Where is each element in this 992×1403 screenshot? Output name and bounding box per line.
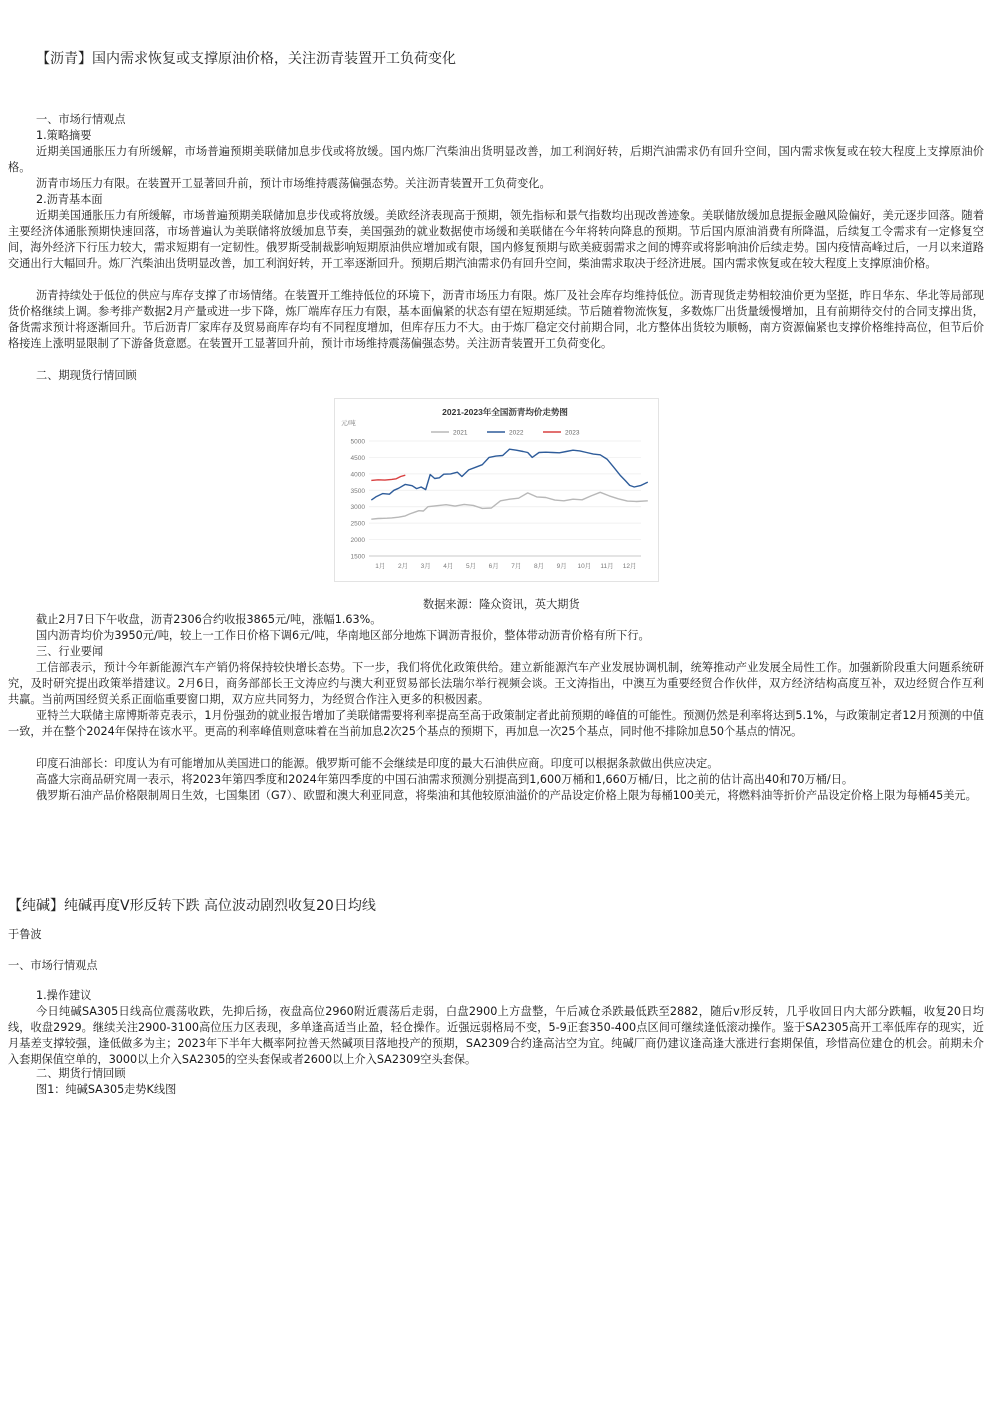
asphalt-s1-sub1: 1.策略摘要	[36, 129, 92, 142]
chart-y-unit: 元/吨	[341, 420, 356, 427]
chart-legend-label: 2023	[565, 429, 580, 437]
chart-x-tick-label: 9月	[556, 563, 567, 570]
asphalt-futures-close: 截止2月7日下午收盘，沥青2306合约收报3865元/吨，涨幅1.63%。	[36, 613, 382, 626]
soda-s2-heading: 二、期货行情回顾	[36, 1067, 126, 1080]
chart-x-tick-label: 10月	[577, 563, 592, 570]
chart-title: 2021-2023年全国沥青均价走势图	[442, 407, 568, 417]
chart-series-line-2022	[371, 449, 648, 500]
chart-y-tick-label: 4500	[350, 454, 365, 462]
news-price-cap-paragraph: 俄罗斯石油产品价格限制周日生效，七国集团（G7）、欧盟和澳大利亚同意，将柴油和其他较原油溢价的产品设定价格上限为每桶100美元，将燃料油等折价产品设定价格上限为每桶45美元。	[36, 789, 977, 802]
chart-legend-label: 2021	[453, 429, 468, 437]
chart-y-tick-label: 3500	[350, 487, 365, 495]
soda-advice-paragraph: 今日纯碱SA305日线高位震荡收跌，先抑后扬，夜盘高位2960附近震荡后走弱，白盘2900上方盘整，午后减仓杀跌最低跌至2882，随后v形反转，几乎收回日内大部分跌幅，收复20日均线，收盘2929。继续关注2900-3100高位压力区表现，多单逢高适当止盈，轻仓操作。近强远弱格局不变，5-9正套350-400点区间可继续逢低滚动操作。鉴于SA2305高开工率低库存的现实，近月基差支撑较强，逢低做多为主；2023年下半年大概率阿拉善天然碱项目落地投产的预期，SA2309合约逢高沽空为宜。纯碱厂商仍建议逢高逢大涨进行套期保值，珍惜高位建仓的机会。前期未介入套期保值空单的，3000以上介入SA2305的空头套保或者2600以上介入SA2309空头套保。	[8, 1005, 984, 1066]
asphalt-strategy-paragraph-2: 沥青市场压力有限。在装置开工显著回升前，预计市场维持震荡偏强态势。关注沥青装置开工负荷变化。	[36, 177, 551, 190]
chart-y-tick-label: 2500	[350, 520, 365, 528]
chart-x-tick-label: 2月	[397, 563, 409, 570]
news-fed-paragraph: 亚特兰大联储主席博斯蒂克表示，1月份强劲的就业报告增加了美联储需要将利率提高至高于政策制定者此前预期的峰值的可能性。预测仍然是利率将达到5.1%，与政策制定者12月预测的中值一致，并在整个2024年保持在该水平。更高的利率峰值则意味着在当前加息2次25个基点的预期下，再加息一次25个基点，同时他不排除加息50个基点的情况。	[8, 709, 984, 738]
chart-series-line-2021	[371, 492, 648, 519]
chart-x-tick-label: 5月	[465, 563, 477, 570]
asphalt-s1-heading: 一、市场行情观点	[36, 113, 126, 126]
asphalt-price-chart	[334, 398, 659, 582]
soda-s1-heading: 一、市场行情观点	[8, 959, 98, 972]
asphalt-title: 【沥青】国内需求恢复或支撑原油价格，关注沥青装置开工负荷变化	[36, 51, 456, 67]
news-miit-paragraph: 工信部表示，预计今年新能源汽车产销仍将保持较快增长态势。下一步，我们将优化政策供给。建立新能源汽车产业发展协调机制，统筹推动产业发展全局性工作。加强新阶段重大问题系统研究，及时研究提出政策举措建议。2月6日，商务部部长王文涛应约与澳大利亚贸易部长法瑞尔举行视频会谈。王文涛指出，中澳互为重要经贸合作伙伴，双方经济结构高度互补，双边经贸合作互利共赢。当前两国经贸关系正面临重要窗口期，双方应共同努力，为经贸合作注入更多的积极因素。	[8, 661, 984, 706]
asphalt-s2-heading: 二、期现货行情回顾	[36, 369, 137, 382]
asphalt-price-chart-svg	[335, 399, 658, 581]
news-goldman-paragraph: 高盛大宗商品研究周一表示，将2023年第四季度和2024年第四季度的中国石油需求预测分别提高到1,600万桶和1,660万桶/日，比之前的估计高出40和70万桶/日。	[36, 773, 854, 786]
soda-author: 于鲁波	[8, 928, 42, 941]
asphalt-fundamentals-paragraph: 近期美国通胀压力有所缓解，市场普遍预期美联储加息步伐或将放缓。美欧经济表现高于预期，领先指标和景气指数均出现改善迹象。美联储放缓加息提振金融风险偏好，美元逐步回落。随着主要经济体通胀预期快速回落，市场普遍认为美联储将放缓加息节奏，美国强劲的就业数据使市场缓和美联储在今年将转向降息的预期。节后国内原油消费有所降温，后续复工令需求有一定修复空间，海外经济下行压力较大，需求短期有一定韧性。俄罗斯受制裁影响短期原油供应增加或有限，国内修复预期与欧美疲弱需求之间的博弈或将影响油价后续走势。国内疫情高峰过后，一月以来道路交通出行大幅回升。炼厂汽柴油出货明显改善，加工利润好转，开工率逐渐回升。预期后期汽油需求仍有回升空间，柴油需求取决于经济进展。国内需求恢复或在较大程度上支撑原油价格。	[8, 209, 984, 270]
asphalt-supply-paragraph: 沥青持续处于低位的供应与库存支撑了市场情绪。在装置开工维持低位的环境下，沥青市场压力有限。炼厂及社会库存均维持低位。沥青现货走势相较油价更为坚挺，昨日华东、华北等局部现货价格继续上调。参考排产数据2月产量或进一步下降，炼厂端库存压力有限，基本面偏紧的状态有望在短期延续。节后随着物流恢复，多数炼厂出货量缓慢增加，且有前期待交付的合同支撑出货，备货需求预计将逐渐回升。节后沥青厂家库存及贸易商库存均有不同程度增加，但库存压力不大。由于炼厂稳定交付前期合同，北方整体出货较为顺畅，南方资源偏紧也支撑价格维持高位，但节后价格接连上涨明显限制了下游备货意愿。在装置开工显著回升前，预计市场维持震荡偏强态势。关注沥青装置开工负荷变化。	[8, 289, 984, 350]
asphalt-spot-price: 国内沥青均价为3950元/吨，较上一工作日价格下调6元/吨，华南地区部分地炼下调沥青报价，整体带动沥青价格有所下行。	[36, 629, 650, 642]
asphalt-s1-sub2: 2.沥青基本面	[36, 193, 103, 206]
asphalt-strategy-paragraph: 近期美国通胀压力有所缓解，市场普遍预期美联储加息步伐或将放缓。国内炼厂汽柴油出货明显改善，加工利润好转，后期汽油需求仍有回升空间，国内需求恢复或在较大程度上支撑原油价格。	[8, 145, 984, 174]
chart-y-tick-label: 5000	[350, 438, 365, 446]
soda-figure-caption: 图1：纯碱SA305走势K线图	[36, 1083, 177, 1096]
chart-series-line-2023	[371, 475, 405, 480]
chart-y-tick-label: 1500	[350, 553, 365, 561]
chart-x-tick-label: 12月	[622, 563, 637, 570]
asphalt-s3-heading: 三、行业要闻	[36, 645, 104, 658]
soda-title: 【纯碱】纯碱再度V形反转下跌 高位波动剧烈收复20日均线	[8, 898, 376, 914]
soda-s1-sub1: 1.操作建议	[36, 989, 92, 1002]
chart-x-tick-label: 6月	[488, 563, 499, 570]
chart-y-tick-label: 2000	[350, 537, 365, 545]
news-india-paragraph: 印度石油部长：印度认为有可能增加从美国进口的能源。俄罗斯可能不会继续是印度的最大石油供应商。印度可以根据条款做出供应决定。	[36, 757, 719, 770]
chart-legend-label: 2022	[509, 429, 524, 437]
chart-source-caption: 数据来源：隆众资讯，英大期货	[423, 598, 580, 611]
chart-x-tick-label: 1月	[375, 563, 386, 570]
chart-x-tick-label: 11月	[600, 563, 614, 570]
chart-x-tick-label: 7月	[511, 563, 522, 570]
chart-y-tick-label: 4000	[350, 471, 365, 479]
chart-x-tick-label: 3月	[420, 563, 431, 570]
chart-y-tick-label: 3000	[350, 504, 365, 512]
chart-x-tick-label: 8月	[533, 563, 545, 570]
chart-x-tick-label: 4月	[443, 563, 454, 570]
